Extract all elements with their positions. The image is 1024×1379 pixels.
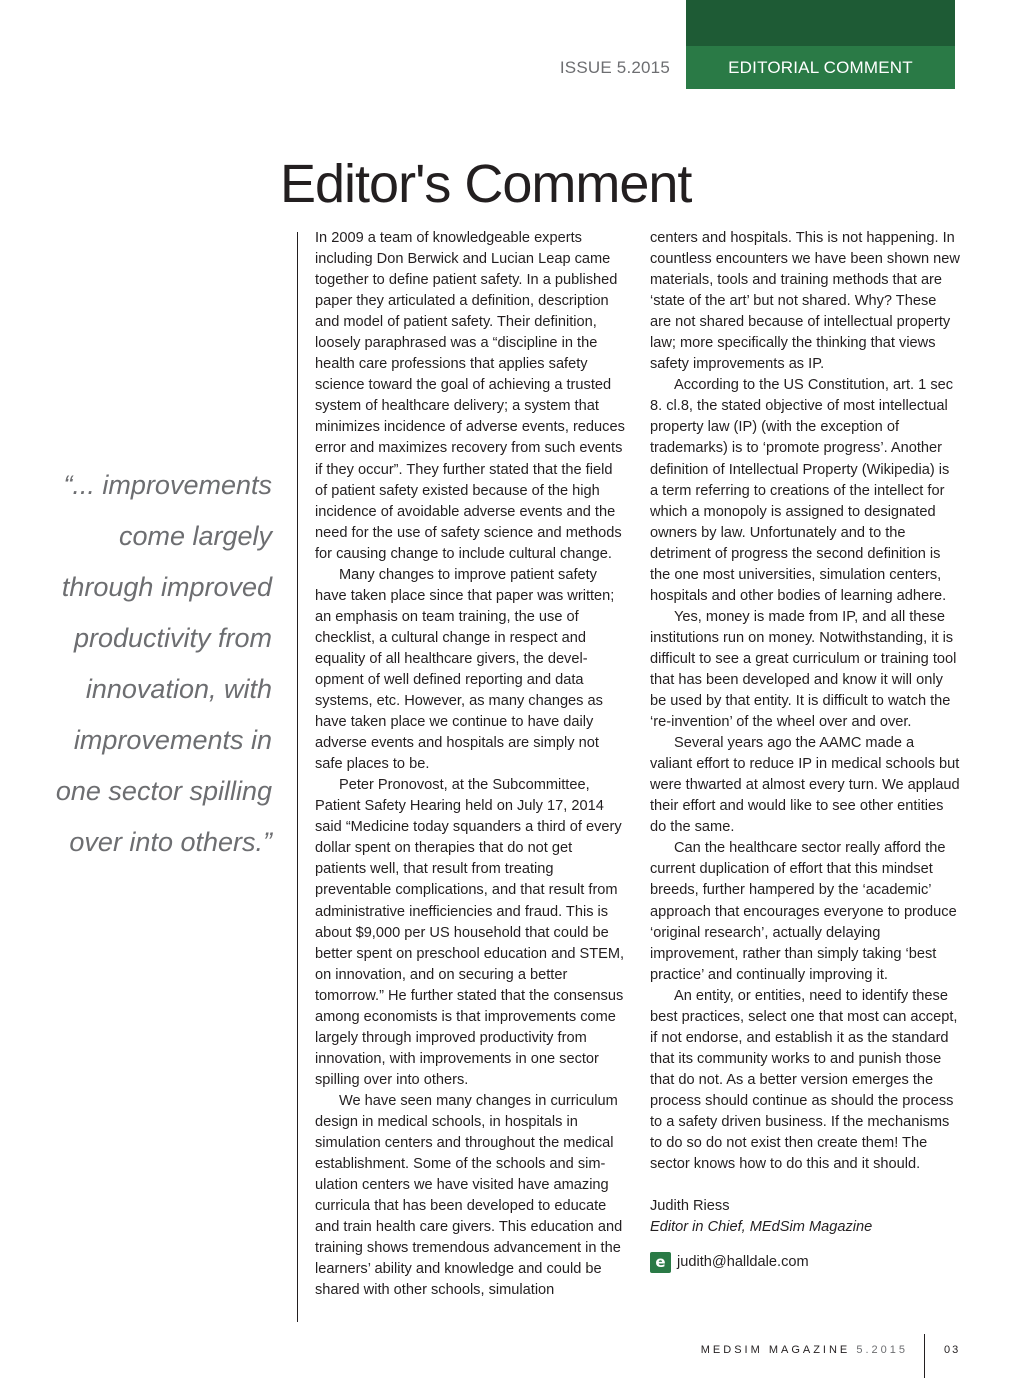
paragraph: We have seen many changes in curriculum design in medical schools, in hospitals in simulation centers and throughout the medical establishment. Some of the schools and simulation centers we have visited have amazing curricula that has been developed to educate and train health care givers. This education and training shows tremendous advancement in the learners’ ability and knowledge and could be shared with other schools, simulation <box>315 1092 623 1299</box>
author-title: Editor in Chief, MEdSim Magazine <box>650 1219 873 1236</box>
issue-label: ISSUE 5.2015 <box>559 58 670 77</box>
paragraph: centers and hospitals. This is not happening. In countless encounters we have been shown new materials, tools and training methods that are ‘state of the art’ but not shared. Why? These are not shared because of intellectual property law; more specifically the thinking that views safety improvements as IP. <box>650 230 960 373</box>
header-accent-bar <box>686 0 955 46</box>
pull-quote: “... improvements come largely through improved productivity from innovation, with improvements in one sector spilling over into others.” <box>55 470 272 857</box>
section-tab <box>686 46 955 89</box>
paragraph: According to the US Constitution, art. 1 sec 8. cl.8, the stated objective of most intellectual property law (IP) (with the exception of trademarks) is to ‘promote progress’. Another definition of Intellectual Property (Wikipedia) is a term referring to creations of the intellect for which a monopoly is assigned to designated owners by law. Unfortunately and to the detriment of progress the second definition is the one most universities, simulation centers, hospitals and other bodies of learning adhere. <box>650 377 954 604</box>
page-title: Editor's Comment <box>280 154 692 214</box>
email-icon: e <box>650 1252 671 1273</box>
page-number: 03 <box>944 1344 961 1356</box>
paragraph: Many changes to improve patient safety have taken place since that paper was written; an emphasis on team training, the use of checklist, a cultural change in respect and equality of all healthcare givers, the development of well defined reporting and data systems, etc. However, as many changes as have taken place we continue to have daily adverse events and hospitals are simply not safe places to be. <box>315 566 615 773</box>
paragraph: Yes, money is made from IP, and all these institutions run on money. Notwithstanding, it is difficult to see a great curriculum or training tool that has been developed and know it will only be used by that entity. It is difficult to watch the ‘re-invention’ of the wheel over and over. <box>650 608 957 731</box>
email-link[interactable]: judith@halldale.com <box>677 1253 809 1270</box>
author-name: Judith Riess <box>650 1198 730 1215</box>
article-column-2 <box>650 228 960 1274</box>
section-label: EDITORIAL COMMENT <box>728 57 913 77</box>
article-column-1 <box>315 228 627 1301</box>
paragraph: In 2009 a team of knowledgeable experts including Don Berwick and Lucian Leap came together to define patient safety. In a published paper they articulated a definition, description and model of patient safety. Their definition, loosely paraphrased was a “discipline in the health care professions that applies safety science toward the goal of achieving a trusted system of healthcare delivery; a system that minimizes incidence of adverse events, reduces error and maximizes recovery from such events if they occur”. They further stated that the field of patient safety existed because of the high incidence of avoidable adverse events and the need for the use of safety science and methods for causing change to include cultural change. <box>315 230 625 562</box>
footer-issue: 5.2015 <box>856 1344 908 1356</box>
footer-magazine-name: MEDSIM MAGAZINE <box>700 1344 851 1356</box>
email-row <box>650 1250 960 1274</box>
paragraph: Several years ago the AAMC made a valiant effort to reduce IP in medical schools but were thwarted at almost every turn. We applaud their effort and would like to see other entities do the same. <box>650 735 960 836</box>
paragraph: An entity, or entities, need to identify these best practices, select one that most can accept, if not endorse, and establish it as the standard that its community works to and punish those that do not. As a better version emerges the process should continue as should the process to a safety driven business. If the mechanisms to do so do not exist then create them! The sector knows how to do this and it should. <box>650 987 958 1173</box>
paragraph: Can the healthcare sector really afford the current duplication of effort that this mindset breeds, further hampered by the ‘academic’ approach that encourages everyone to produce ‘original research’, actually delaying improvement, rather than simply taking ‘best practice’ and continually improving it. <box>650 840 957 983</box>
footer-divider <box>924 1334 925 1378</box>
footer-magazine <box>701 1344 908 1356</box>
paragraph: Peter Pronovost, at the Subcommittee, Patient Safety Hearing held on July 17, 2014 said “Medicine today squanders a third of every dollar spent on therapies that do not get patients well, that result from treating preventable complications, and that result from administrative inefficiencies and fraud. This is about $9,000 per US household that could be better spent on preschool education and STEM, on innovation, and on securing a better tomorrow.” He further stated that the consensus among economists is that improvements come largely through improved productivity from innovation, with improvements in one sector spilling over into others. <box>315 777 625 1088</box>
column-divider <box>297 232 298 1322</box>
